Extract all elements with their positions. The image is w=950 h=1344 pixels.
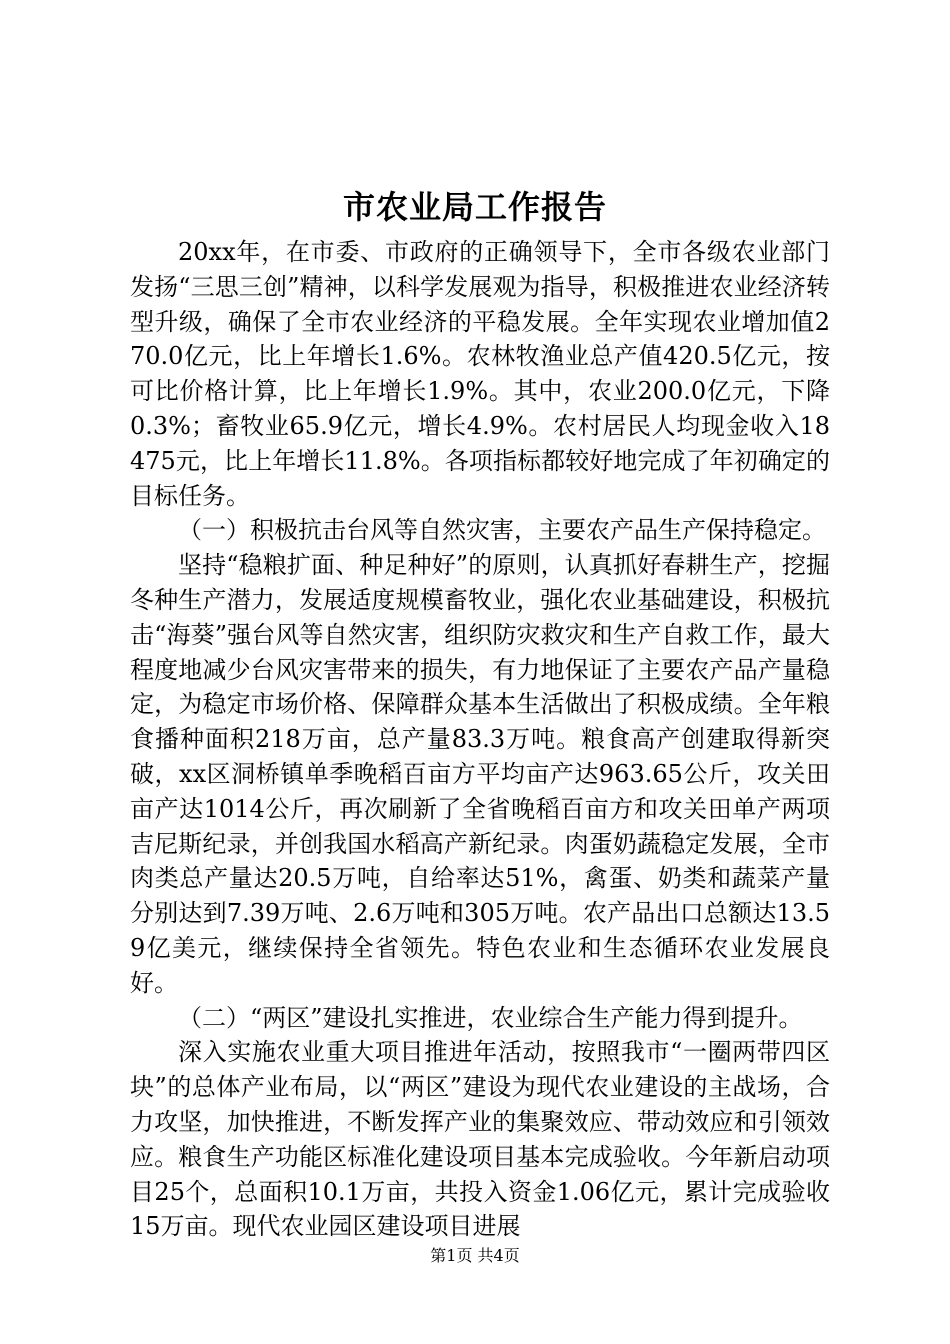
section-heading-1: （一）积极抗击台风等自然灾害，主要农产品生产保持稳定。 bbox=[178, 516, 826, 545]
paragraph-section-2: 深入实施农业重大项目推进年活动，按照我市“一圈两带四区块”的总体产业布局，以“两区”建设为现代农业建设的主战场，合力攻坚，加快推进，不断发挥产业的集聚效应、带动效应和引领效应。粮食生产功能区标准化建设项目基本完成验收。今年新启动项目25个，总面积10.1万亩，共投入资金1.06亿元，累计完成验收15万亩。现代农业园区建设项目进展 bbox=[130, 1038, 830, 1241]
document-body bbox=[130, 235, 830, 1244]
section-heading-2: （二）“两区”建设扎实推进，农业综合生产能力得到提升。 bbox=[178, 1003, 803, 1032]
paragraph-intro: 20xx年，在市委、市政府的正确领导下，全市各级农业部门发扬“三思三创”精神，以科学发展观为指导，积极推进农业经济转型升级，确保了全市农业经济的平稳发展。全年实现农业增加值270.0亿元，比上年增长1.6%。农林牧渔业总产值420.5亿元，按可比价格计算，比上年增长1.9%。其中，农业200.0亿元，下降0.3%；畜牧业65.9亿元，增长4.9%。农村居民人均现金收入18475元，比上年增长11.8%。各项指标都较好地完成了年初确定的目标任务。 bbox=[130, 238, 830, 510]
document-title: 市农业局工作报告 bbox=[342, 188, 607, 226]
page-footer: 第1页 共4页 bbox=[430, 1246, 520, 1265]
paragraph-section-1: 坚持“稳粮扩面、种足种好”的原则，认真抓好春耕生产，挖掘冬种生产潜力，发展适度规模畜牧业，强化农业基础建设，积极抗击“海葵”强台风等自然灾害，组织防灾救灾和生产自救工作，最大程度地减少台风灾害带来的损失，有力地保证了主要农产品产量稳定，为稳定市场价格、保障群众基本生活做出了积极成绩。全年粮食播种面积218万亩，总产量83.3万吨。粮食高产创建取得新突破，xx区洞桥镇单季晚稻百亩方平均亩产达963.65公斤，攻关田亩产达1014公斤，再次刷新了全省晚稻百亩方和攻关田单产两项吉尼斯纪录，并创我国水稻高产新纪录。肉蛋奶蔬稳定发展，全市肉类总产量达20.5万吨，自给率达51%，禽蛋、奶类和蔬菜产量分别达到7.39万吨、2.6万吨和305万吨。农产品出口总额达13.59亿美元，继续保持全省领先。特色农业和生态循环农业发展良好。 bbox=[130, 551, 830, 997]
